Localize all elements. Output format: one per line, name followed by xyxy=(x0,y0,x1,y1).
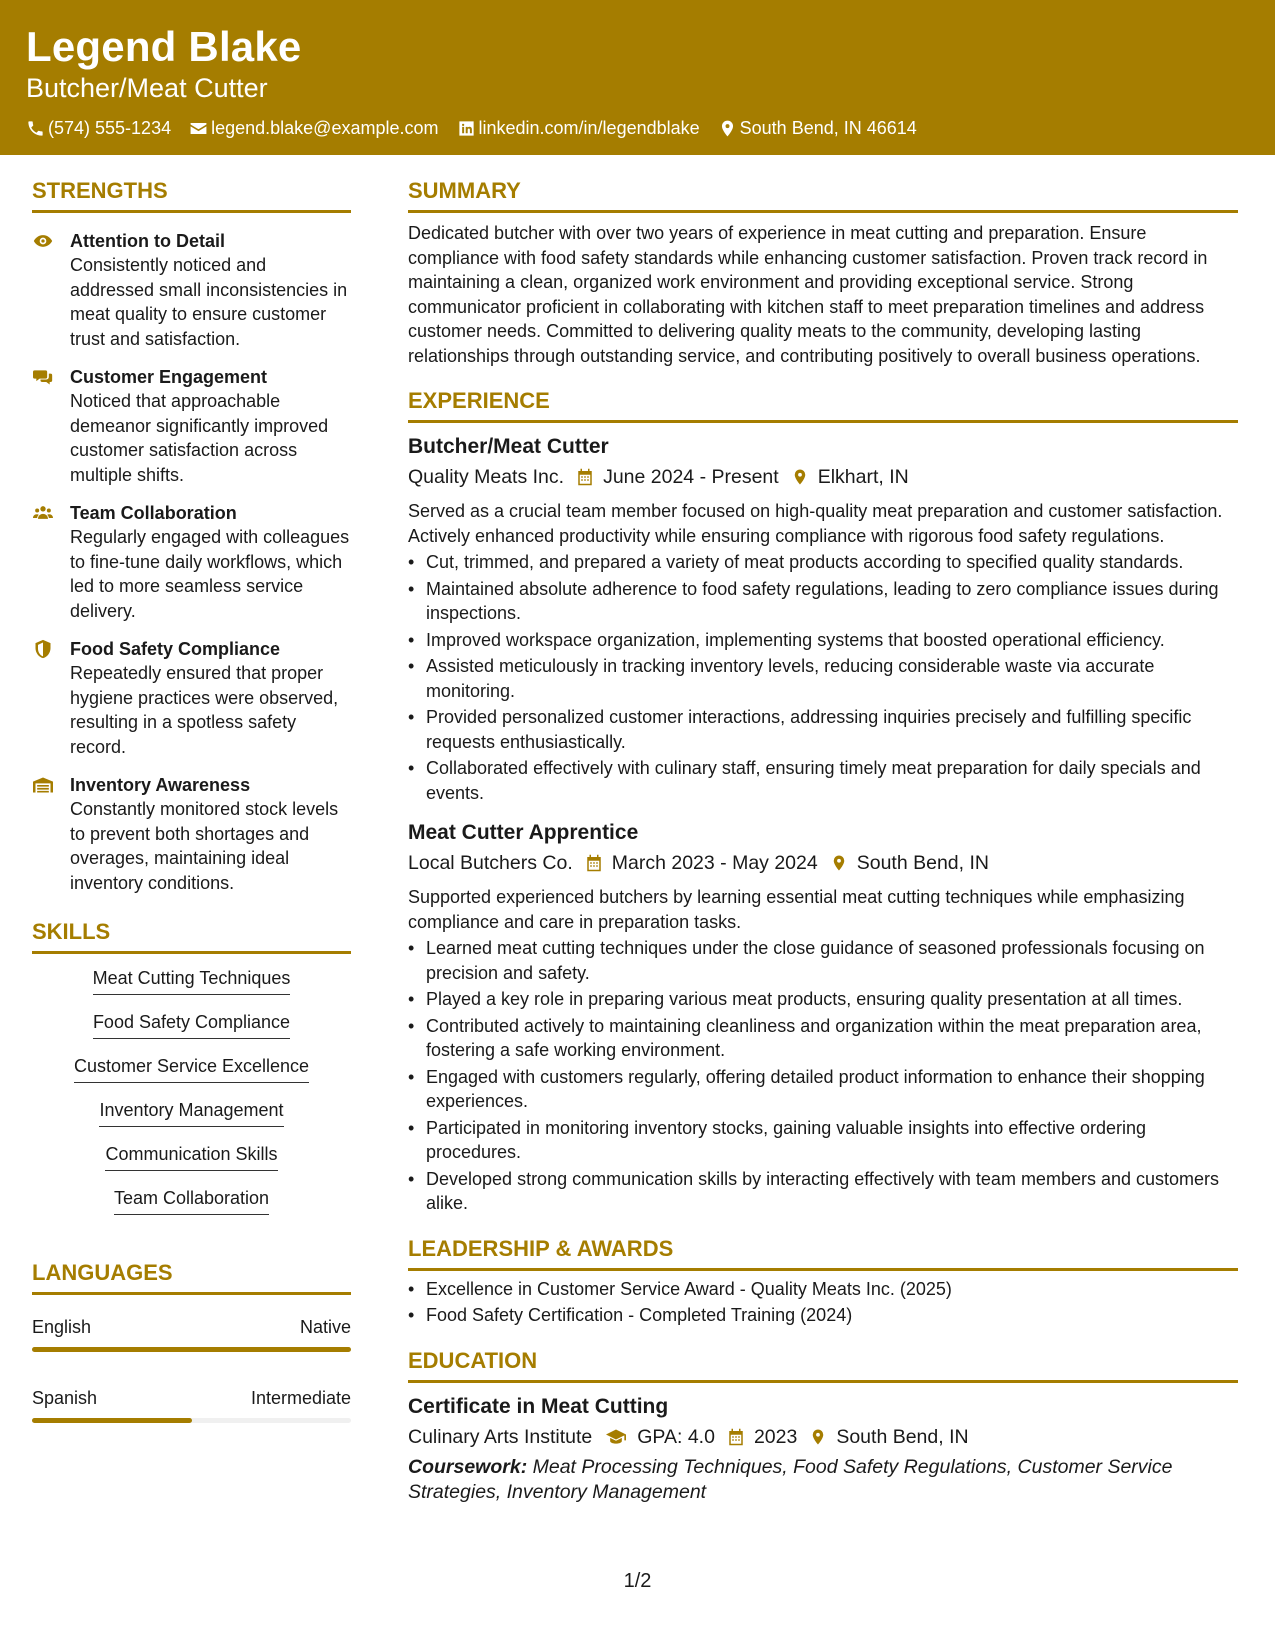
comments-icon xyxy=(32,367,54,387)
eye-icon xyxy=(32,231,54,251)
school-name: Culinary Arts Institute xyxy=(408,1425,593,1448)
language-proficiency-bar xyxy=(32,1347,351,1352)
map-pin-icon xyxy=(830,853,848,873)
list-item: • Collaborated effectively with culinary staff, ensuring timely meat preparation for daily specials and events. xyxy=(408,756,1238,805)
awards-list xyxy=(408,1277,1238,1328)
strength-desc: Constantly monitored stock levels to prevent both shortages and overages, maintaining ideal inventory conditions. xyxy=(70,799,339,893)
job-entry xyxy=(408,819,1238,1216)
languages-heading: LANGUAGES xyxy=(32,1258,351,1295)
strengths-list xyxy=(32,229,351,895)
location-text: South Bend, IN 46614 xyxy=(739,118,917,138)
warehouse-icon xyxy=(32,775,54,795)
phone-icon xyxy=(26,119,45,138)
candidate-name: Legend Blake xyxy=(26,23,302,70)
envelope-icon xyxy=(189,119,208,138)
language-proficiency-fill xyxy=(32,1418,192,1423)
language-level: Native xyxy=(299,1317,351,1337)
education-year: 2023 xyxy=(753,1425,798,1448)
strength-item xyxy=(32,773,351,895)
list-item: • Played a key role in preparing various meat products, ensuring quality presentation at all times. xyxy=(408,987,1238,1012)
graduation-cap-icon xyxy=(604,1427,628,1447)
calendar-icon xyxy=(727,1427,745,1447)
strength-item xyxy=(32,229,351,351)
list-item: • Food Safety Certification - Completed Training (2024) xyxy=(408,1303,1238,1328)
degree-title: Certificate in Meat Cutting xyxy=(408,1394,669,1418)
right-column xyxy=(408,176,1238,1505)
strength-title: Team Collaboration xyxy=(70,503,237,523)
job-title: Butcher/Meat Cutter xyxy=(408,435,609,458)
map-pin-icon xyxy=(809,1427,827,1447)
page-number: 1/2 xyxy=(623,1570,652,1592)
contact-bar xyxy=(26,116,1249,140)
summary-text: Dedicated butcher with over two years of experience in meat cutting and preparation. Ensure compliance with food safety standards while enhancing customer satisfaction. Proven track record in maintaining a clean, organized work environment and providing exceptional service. Strong communicator proficient in collaborating with kitchen staff to meet preparation timelines and address customer needs. Committed to delivering quality meats to the community, developing lasting relationships through outstanding service, and contributing positively to overall business operations. xyxy=(408,223,1208,366)
job-company: Local Butchers Co. xyxy=(408,852,573,874)
job-location: Elkhart, IN xyxy=(817,466,909,488)
experience-heading: EXPERIENCE xyxy=(408,386,1238,423)
list-item: • Engaged with customers regularly, offering detailed product information to enhance their shopping experiences. xyxy=(408,1065,1238,1114)
strengths-heading: STRENGTHS xyxy=(32,176,351,213)
list-item: • Developed strong communication skills by interacting effectively with team members and customers alike. xyxy=(408,1167,1238,1216)
job-bullets xyxy=(408,936,1238,1216)
map-pin-icon xyxy=(718,119,737,138)
skill-tag: Customer Service Excellence xyxy=(74,1054,309,1083)
contact-location xyxy=(718,116,917,140)
job-entry xyxy=(408,433,1238,805)
strength-desc: Regularly engaged with colleagues to fine-tune daily workflows, which led to more seamless service delivery. xyxy=(70,527,350,621)
skill-tag: Communication Skills xyxy=(105,1142,277,1171)
education-entry xyxy=(408,1393,1238,1505)
job-dates: June 2024 - Present xyxy=(603,466,779,488)
job-title: Meat Cutter Apprentice xyxy=(408,821,639,844)
resume-header xyxy=(0,0,1275,155)
contact-linkedin[interactable] xyxy=(457,116,700,140)
strength-desc: Noticed that approachable demeanor significantly improved customer satisfaction across multiple shifts. xyxy=(70,391,329,485)
skills-list xyxy=(32,966,351,1230)
strength-item xyxy=(32,365,351,487)
coursework-label: Coursework: xyxy=(408,1455,528,1478)
users-icon xyxy=(32,503,54,523)
contact-email[interactable] xyxy=(189,116,438,140)
language-item xyxy=(32,1315,351,1352)
language-proficiency-bar xyxy=(32,1418,351,1423)
list-item: • Participated in monitoring inventory stocks, gaining valuable insights into effective ordering procedures. xyxy=(408,1116,1238,1165)
strength-item xyxy=(32,501,351,623)
phone-text: (574) 555-1234 xyxy=(48,118,172,138)
job-description: Supported experienced butchers by learning essential meat cutting techniques while emphasizing compliance and care in preparation tasks. xyxy=(408,887,1185,932)
list-item: • Assisted meticulously in tracking inventory levels, reducing considerable waste via accurate monitoring. xyxy=(408,654,1238,703)
education-heading: EDUCATION xyxy=(408,1346,1238,1383)
language-name: English xyxy=(32,1317,92,1337)
strength-title: Food Safety Compliance xyxy=(70,639,281,659)
coursework-text: Meat Processing Techniques, Food Safety Regulations, Customer Service Strategies, Inventory Management xyxy=(408,1455,1173,1503)
job-meta xyxy=(408,463,1238,491)
job-location: South Bend, IN xyxy=(856,852,989,874)
candidate-role: Butcher/Meat Cutter xyxy=(26,73,268,103)
gpa: GPA: 4.0 xyxy=(637,1425,715,1448)
list-item: • Provided personalized customer interactions, addressing inquiries precisely and fulfilling specific requests enthusiastically. xyxy=(408,705,1238,754)
language-proficiency-fill xyxy=(32,1347,351,1352)
list-item: • Learned meat cutting techniques under the close guidance of seasoned professionals focusing on precision and safety. xyxy=(408,936,1238,985)
language-name: Spanish xyxy=(32,1388,98,1408)
job-bullets xyxy=(408,550,1238,805)
skill-tag: Team Collaboration xyxy=(114,1186,269,1215)
linkedin-icon xyxy=(457,119,476,138)
list-item: • Contributed actively to maintaining cleanliness and organization within the meat preparation area, fostering a safe working environment. xyxy=(408,1014,1238,1063)
job-description: Served as a crucial team member focused on high-quality meat preparation and customer satisfaction. Actively enhanced productivity while ensuring compliance with rigorous food safety regulations. xyxy=(408,501,1223,546)
map-pin-icon xyxy=(791,467,809,487)
strength-desc: Repeatedly ensured that proper hygiene practices were observed, resulting in a spotless safety record. xyxy=(70,663,339,757)
list-item: • Excellence in Customer Service Award - Quality Meats Inc. (2025) xyxy=(408,1277,1238,1302)
email-text[interactable]: legend.blake@example.com xyxy=(211,118,439,138)
education-location: South Bend, IN xyxy=(836,1425,969,1448)
language-level: Intermediate xyxy=(250,1388,351,1408)
calendar-icon xyxy=(585,853,603,873)
list-item: • Maintained absolute adherence to food safety regulations, leading to zero compliance issues during inspections. xyxy=(408,577,1238,626)
job-dates: March 2023 - May 2024 xyxy=(611,852,818,874)
skill-tag: Food Safety Compliance xyxy=(93,1010,290,1039)
strength-title: Inventory Awareness xyxy=(70,775,251,795)
linkedin-text[interactable]: linkedin.com/in/legendblake xyxy=(478,118,700,138)
skill-tag: Inventory Management xyxy=(99,1098,283,1127)
summary-heading: SUMMARY xyxy=(408,176,1238,213)
language-item xyxy=(32,1386,351,1423)
strength-desc: Consistently noticed and addressed small inconsistencies in meat quality to ensure customer trust and satisfaction. xyxy=(70,255,348,349)
strength-title: Customer Engagement xyxy=(70,367,268,387)
education-meta xyxy=(408,1423,1238,1451)
list-item: • Improved workspace organization, implementing systems that boosted operational efficiency. xyxy=(408,628,1238,653)
list-item: • Cut, trimmed, and prepared a variety of meat products according to specified quality standards. xyxy=(408,550,1238,575)
contact-phone xyxy=(26,116,171,140)
strength-item xyxy=(32,637,351,759)
job-company: Quality Meats Inc. xyxy=(408,466,565,488)
coursework xyxy=(408,1455,1238,1505)
skill-tag: Meat Cutting Techniques xyxy=(93,966,291,995)
calendar-icon xyxy=(576,467,594,487)
strength-title: Attention to Detail xyxy=(70,231,225,251)
job-meta xyxy=(408,849,1238,877)
shield-icon xyxy=(32,639,54,659)
awards-heading: LEADERSHIP & AWARDS xyxy=(408,1234,1238,1271)
skills-heading: SKILLS xyxy=(32,917,351,954)
left-column xyxy=(32,176,351,1423)
